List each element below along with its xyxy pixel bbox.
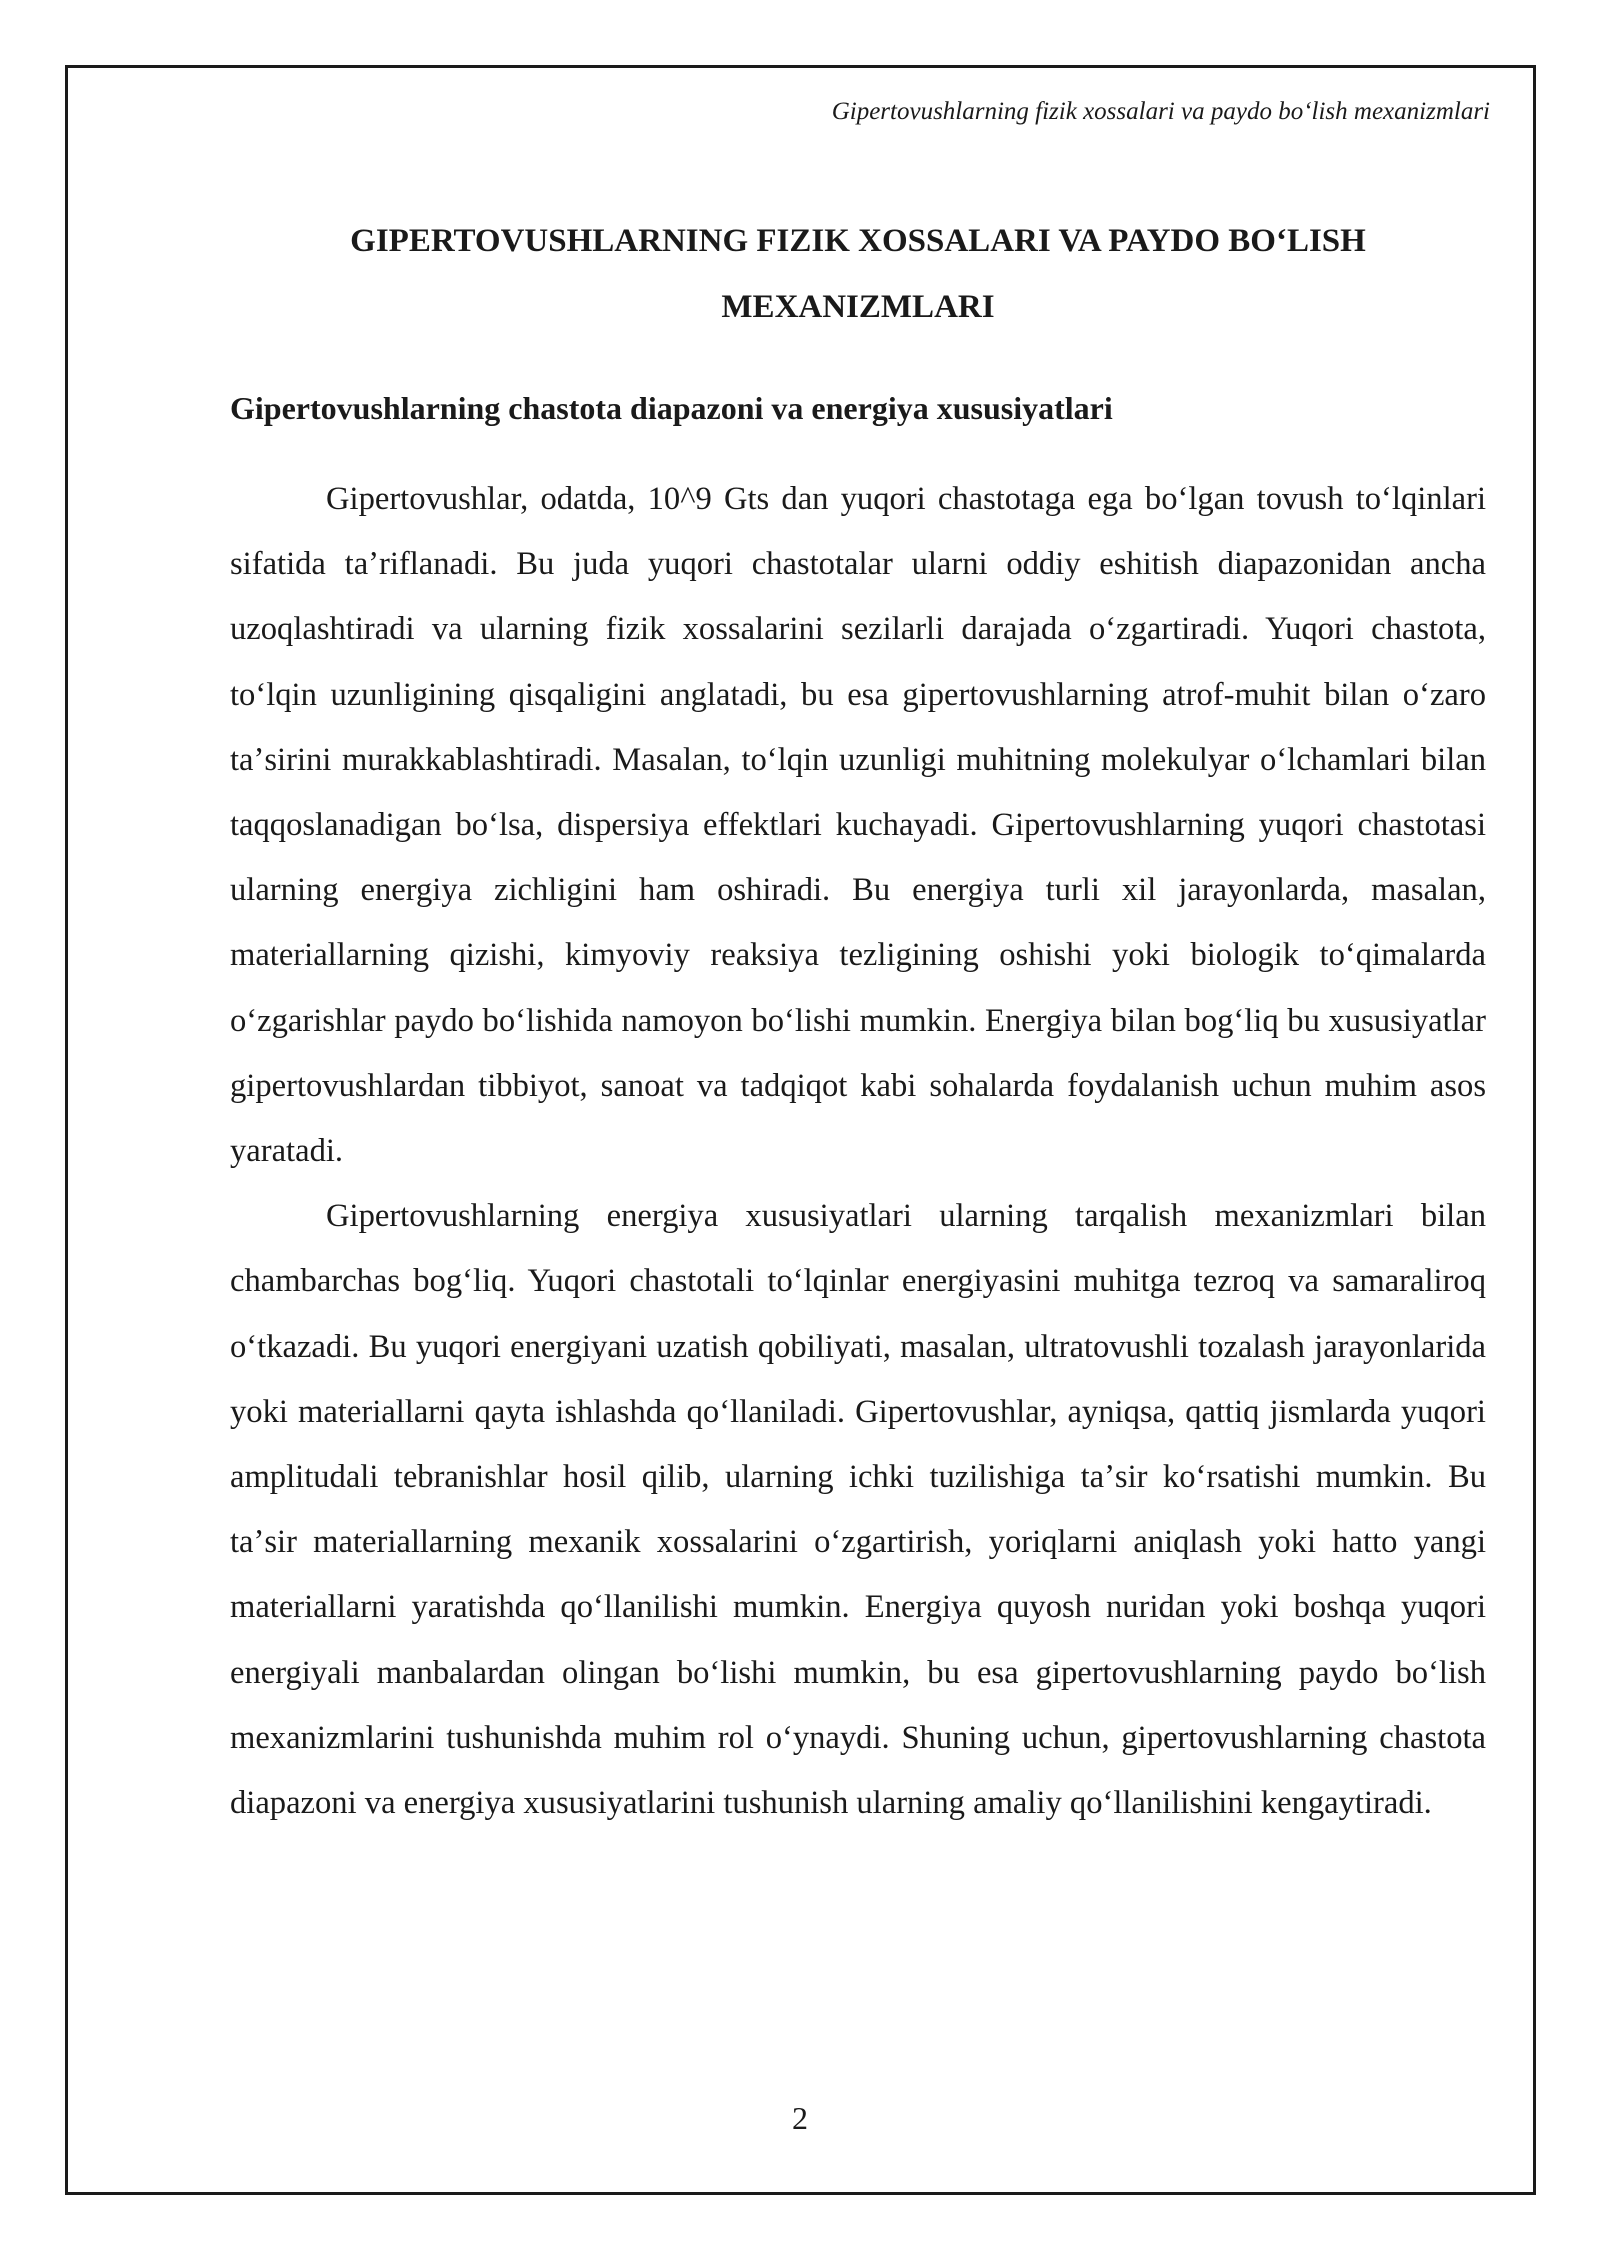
document-title: GIPERTOVUSHLARNING FIZIK XOSSALARI VA PAYDO BOʻLISH MEXANIZMLARI xyxy=(350,223,1366,325)
body-text xyxy=(230,467,1486,1836)
paragraph: Gipertovushlarning energiya xususiyatlari ularning tarqalish mexanizmlari bilan chambarchas bogʻliq. Yuqori chastotali toʻlqinlar energiyasini muhitga tezroq va samaraliroq oʻtkazadi. Bu yuqori energiyani uzatish qobiliyati, masalan, ultratovushli tozalash jarayonlarida yoki materiallarni qayta ishlashda qoʻllaniladi. Gipertovushlar, ayniqsa, qattiq jismlarda yuqori amplitudali tebranishlar hosil qilib, ularning ichki tuzilishiga taʼsir koʻrsatishi mumkin. Bu taʼsir materiallarning mexanik xossalarini oʻzgartirish, yoriqlarni aniqlash yoki hatto yangi materiallarni yaratishda qoʻllanilishi mumkin. Energiya quyosh nuridan yoki boshqa yuqori energiyali manbalardan olingan boʻlishi mumkin, bu esa gipertovushlarning paydo boʻlish mexanizmlarini tushunishda muhim rol oʻynaydi. Shuning uchun, gipertovushlarning chastota diapazoni va energiya xususiyatlarini tushunish ularning amaliy qoʻllanilishini kengaytiradi. xyxy=(230,1198,1486,1822)
page-number: 2 xyxy=(792,2100,808,2136)
paragraph: Gipertovushlar, odatda, 10^9 Gts dan yuqori chastotaga ega boʻlgan tovush toʻlqinlari sifatida taʼriflanadi. Bu juda yuqori chastotalar ularni oddiy eshitish diapazonidan ancha uzoqlashtiradi va ularning fizik xossalarini sezilarli darajada oʻzgartiradi. Yuqori chastota, toʻlqin uzunligining qisqaligini anglatadi, bu esa gipertovushlarning atrof-muhit bilan oʻzaro taʼsirini murakkablashtiradi. Masalan, toʻlqin uzunligi muhitning molekulyar oʻlchamlari bilan taqqoslanadigan boʻlsa, dispersiya effektlari kuchayadi. Gipertovushlarning yuqori chastotasi ularning energiya zichligini ham oshiradi. Bu energiya turli xil jarayonlarda, masalan, materiallarning qizishi, kimyoviy reaksiya tezligining oshishi yoki biologik toʻqimalarda oʻzgarishlar paydo boʻlishida namoyon boʻlishi mumkin. Energiya bilan bogʻliq bu xususiyatlar gipertovushlardan tibbiyot, sanoat va tadqiqot kabi sohalarda foydalanish uchun muhim asos yaratadi. xyxy=(230,481,1486,1170)
section-heading: Gipertovushlarning chastota diapazoni va energiya xususiyatlari xyxy=(230,390,1113,426)
running-header: Gipertovushlarning fizik xossalari va paydo boʻlish mexanizmlari xyxy=(831,98,1490,125)
